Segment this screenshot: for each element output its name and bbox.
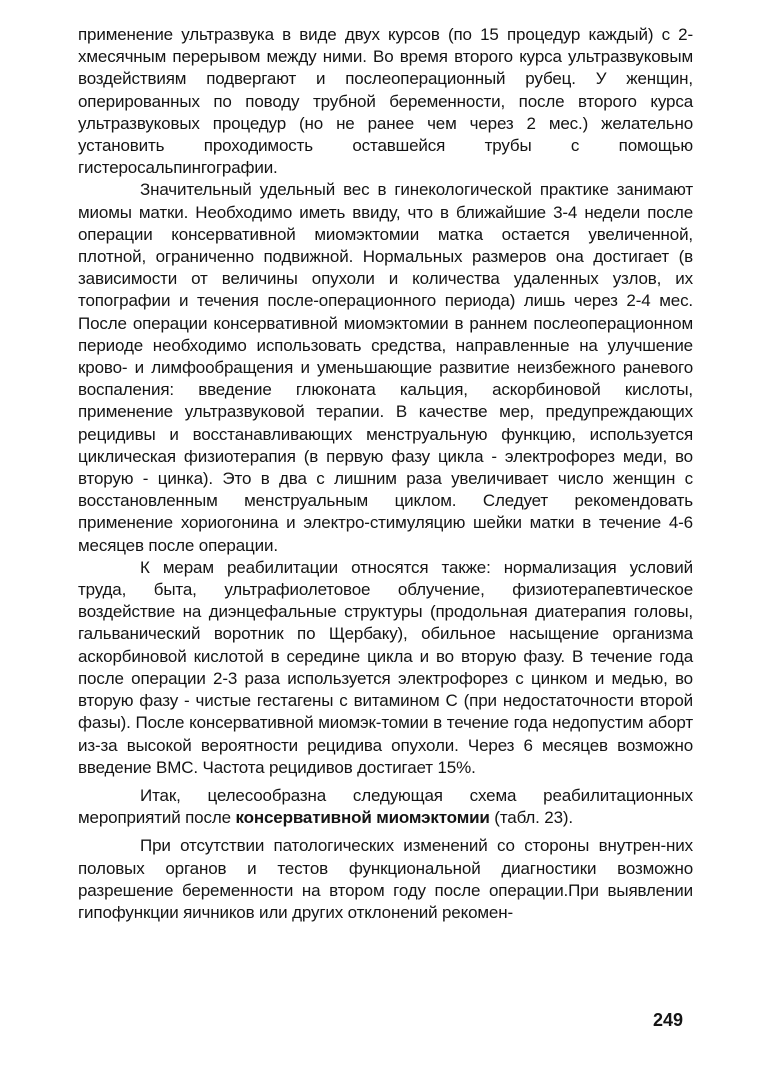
paragraph-1: применение ультразвука в виде двух курсов (по 15 процедур каждый) с 2-хмесячным перерывом между ними. Во время второго курса ультразвуковым воздействиям подвергают и послеоперационный рубец. У женщин, оперированных по поводу трубной беременности, после второго курса ультразвуковых процедур (но не ранее чем через 2 мес.) желательно установить проходимость оставшейся трубы с помощью гистеросальпингографии. xyxy=(78,25,693,178)
paragraph-3: К мерам реабилитации относятся также: нормализация условий труда, быта, ультрафиолетовое облучение, физиотерапевтическое воздействие на диэнцефальные структуры (продольная диатерапия головы, гальванический воротник по Щербаку), обильное насыщение организма аскорбиновой кислотой в середине цикла и во вторую фазу. В течение года после операции 2-3 раза используется электрофорез с цинком и медью, во вторую фазу - чистые гестагены с витамином С (при недостаточности второй фазы). После консервативной миомэк-томии в течение года недопустим аборт из-за высокой вероятности рецидива опухоли. Через 6 месяцев возможно введение ВМС. Частота рецидивов достигает 15%. xyxy=(78,557,693,777)
paragraph-5: При отсутствии патологических изменений со стороны внутрен-них половых органов и тестов функциональной диагностики возможно разрешение беременности на втором году после операции.При выявлении гипофункции яичников или других отклонений рекомен- xyxy=(78,836,693,922)
paragraph-4-end: (табл. 23). xyxy=(489,808,574,828)
paragraph-2: Значительный удельный вес в гинекологической практике занимают миомы матки. Необходимо иметь ввиду, что в ближайшие 3-4 недели после операции консервативной миомэктомии матка остается увеличенной, плотной, ограниченно подвижной. Нормальных размеров она достигает (в зависимости от величины опухоли и количества удаленных узлов, их топографии и течения после-операционного периода) лишь через 2-4 мес. После операции консервативной миомэктомии в раннем послеоперационном периоде необходимо использовать средства, направленные на улучшение крово- и лимфообращения и уменьшающие развитие неизбежного раневого воспаления: введение глюконата кальция, аскорбиновой кислоты, применение ультразвуковой терапии. В качестве мер, предупреждающих рецидивы и восстанавливающих менструальную функцию, используется циклическая физиотерапия (в первую фазу цикла - электрофорез меди, во вторую - цинка). Это в два с лишним раза увеличивает число женщин с восстановленным менструальным циклом. Следует рекомендовать применение хориогонина и электро-стимуляцию шейки матки в течение 4-6 месяцев после операции. xyxy=(78,180,693,555)
paragraph-4-emphasis: консервативной миомэктомии xyxy=(235,808,490,828)
paragraph-4 xyxy=(78,785,693,829)
body-text xyxy=(78,24,693,924)
page-number: 249 xyxy=(652,1010,683,1030)
paragraph-4-start: Итак, целесообразна следующая схема реабилитационных мероприятий после xyxy=(78,785,693,828)
